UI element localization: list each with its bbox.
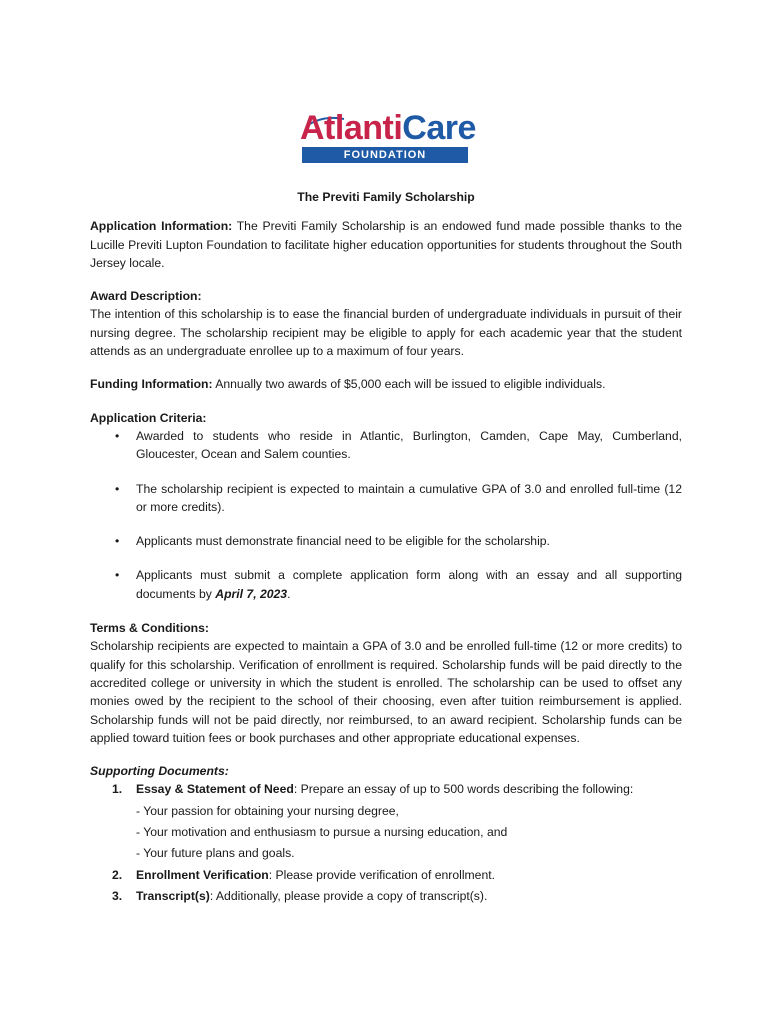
list-item xyxy=(90,480,682,517)
list-item xyxy=(90,566,682,603)
supporting-documents-list xyxy=(90,780,682,798)
bullet-icon: • xyxy=(115,481,120,496)
bullet-icon: • xyxy=(115,568,120,583)
list-item xyxy=(90,780,682,798)
application-information-section xyxy=(90,217,682,272)
list-number: 3. xyxy=(112,888,123,903)
terms-label: Terms & Conditions: xyxy=(90,621,209,636)
list-item xyxy=(90,866,682,884)
essay-point: - Your passion for obtaining your nursing degree, xyxy=(136,803,399,818)
logo-subtitle: FOUNDATION xyxy=(343,149,427,161)
document-item-title: Transcript(s) xyxy=(136,888,210,903)
document-item-text: : Additionally, please provide a copy of transcript(s). xyxy=(209,888,488,903)
application-criteria-section xyxy=(90,409,682,603)
criteria-item-text: Awarded to students who reside in Atlantic, Burlington, Camden, Cape May, Cumberland, Gloucester, Ocean and Salem counties. xyxy=(136,428,682,462)
document-title: The Previti Family Scholarship xyxy=(297,190,475,204)
essay-point: - Your motivation and enthusiasm to pursue a nursing education, and xyxy=(136,825,508,840)
logo-word-part1: Atlanti xyxy=(300,109,403,147)
list-item xyxy=(90,427,682,464)
list-number: 1. xyxy=(112,782,123,797)
list-number: 2. xyxy=(112,867,123,882)
funding-information-text: Annually two awards of $5,000 each will be issued to eligible individuals. xyxy=(212,377,606,392)
application-information-label: Application Information: xyxy=(90,219,233,234)
deadline-date: April 7, 2023 xyxy=(215,586,288,601)
document-body xyxy=(90,188,682,920)
list-item xyxy=(90,532,682,550)
document-item-text: : Please provide verification of enrollment. xyxy=(268,867,496,882)
bullet-icon: • xyxy=(115,428,120,443)
supporting-documents-section xyxy=(90,762,682,905)
funding-information-label: Funding Information: xyxy=(90,377,213,392)
logo-word-part2: Care xyxy=(402,109,476,147)
document-item-title: Essay & Statement of Need xyxy=(136,782,294,797)
document-item-title: Enrollment Verification xyxy=(136,867,269,882)
award-description-section xyxy=(90,287,682,360)
terms-text: Scholarship recipients are expected to maintain a GPA of 3.0 and be enrolled full-time (12 or more credits) to qualify for this scholarship. Verification of enrollment is required. Scholarship funds will be paid directly to the accredited college or university in which the student is enrolled. The scholarship can be used to offset any monies owed by the recipient to the school of their choosing, even after tuition reimbursement is applied. Scholarship funds will not be paid directly, nor reimbursed, to an award recipient. Scholarship funds can be applied toward tuition fees or book purchases and other appropriate educational expenses. xyxy=(90,639,682,745)
logo-wordmark xyxy=(300,111,476,145)
logo-subtitle-bar xyxy=(302,147,468,163)
list-item xyxy=(90,887,682,905)
bullet-icon: • xyxy=(115,534,120,549)
atlanticare-foundation-logo xyxy=(296,105,476,167)
document-item-text: : Prepare an essay of up to 500 words describing the following: xyxy=(293,782,634,797)
award-description-text: The intention of this scholarship is to ease the financial burden of undergraduate individuals in pursuit of their nursing degree. The scholarship recipient may be eligible to apply for each academic year that the student attends as an undergraduate enrollee up to a maximum of four years. xyxy=(90,307,682,359)
criteria-item-end: . xyxy=(287,586,291,601)
criteria-list xyxy=(90,427,682,603)
application-information-text: The Previti Family Scholarship is an endowed fund made possible thanks to the Lucille Previti Lupton Foundation to facilitate higher education opportunities for students throughout the South Jersey locale. xyxy=(90,219,682,270)
supporting-documents-list-continued xyxy=(90,866,682,906)
criteria-item-text: Applicants must demonstrate financial need to be eligible for the scholarship. xyxy=(136,534,550,549)
essay-point: - Your future plans and goals. xyxy=(136,846,295,861)
terms-section xyxy=(90,619,682,747)
supporting-documents-label: Supporting Documents: xyxy=(90,764,229,779)
funding-information-section xyxy=(90,375,682,393)
criteria-item-text: The scholarship recipient is expected to maintain a cumulative GPA of 3.0 and enrolled full-time (12 or more credits). xyxy=(136,481,682,514)
application-criteria-label: Application Criteria: xyxy=(90,410,207,425)
award-description-label: Award Description: xyxy=(90,289,202,304)
criteria-item-text: Applicants must submit a complete application form along with an essay and all supporting documents by xyxy=(136,568,682,601)
